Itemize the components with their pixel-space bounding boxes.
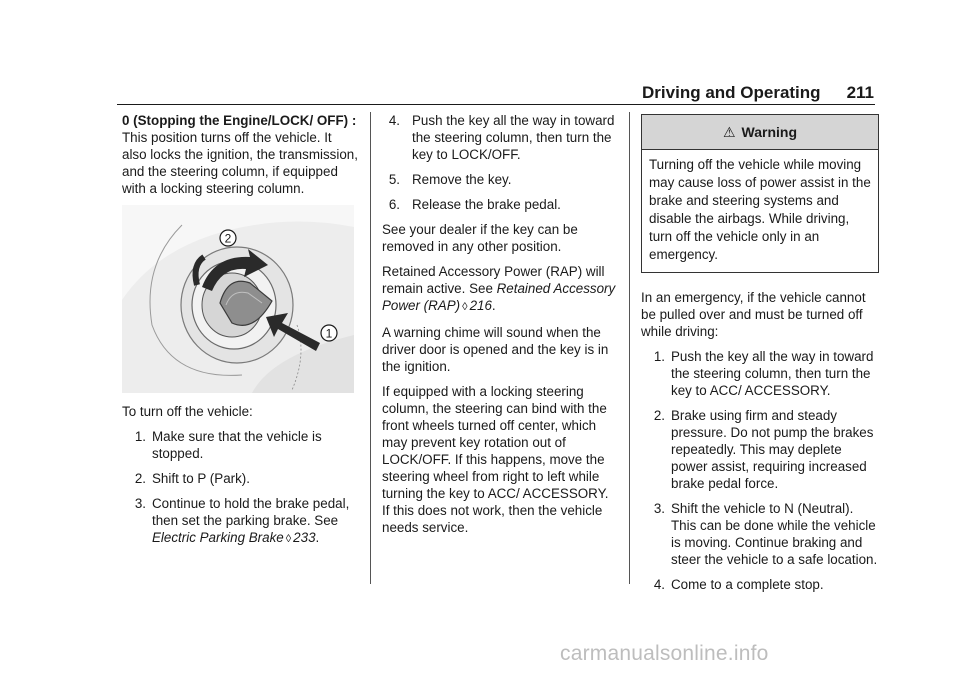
step-number: 2. [653,408,665,423]
warning-title: Warning [741,123,798,140]
warning-box [641,114,879,273]
step-text: Continue to hold the brake pedal, then set the parking brake. See [152,496,350,528]
turn-off-steps [122,428,358,548]
column-1 [122,112,358,556]
step-text: Remove the key. [412,172,512,187]
section-title: Driving and Operating [642,83,821,102]
list-item [641,348,879,399]
step-number: 6. [388,197,400,212]
list-item [641,407,879,492]
header-rule [117,104,875,105]
xref-icon: ◊ [462,301,468,313]
ignition-illustration [122,205,354,393]
step-text: Come to a complete stop. [671,577,824,592]
emergency-intro: In an emergency, if the vehicle cannot be pulled over and must be turned off while driving: [641,290,866,339]
page-header [0,84,874,101]
lock-off-text: This position turns off the vehicle. It also locks the ignition, the transmission, and the steering column, if equipped with a locking steering column. [122,130,358,196]
electric-parking-brake-link[interactable]: Electric Parking Brake [152,530,284,545]
turn-off-steps-continued [382,112,618,213]
list-item [382,112,618,163]
step-number: 5. [388,172,400,187]
callout-1: 1 [325,326,333,341]
step-number: 1. [653,349,665,364]
list-item [122,428,358,462]
step-number: 3. [134,496,146,511]
step-text: Shift the vehicle to N (Neutral). This can be done while the vehicle is moving. Continue braking and steer the vehicle to a safe location. [671,501,878,567]
step-number: 4. [653,577,665,592]
step-text: Shift to P (Park). [152,471,250,486]
list-item [122,470,358,487]
xref-icon: ◊ [285,533,292,545]
callout-2: 2 [224,231,232,246]
column-3 [641,112,879,601]
dealer-paragraph: See your dealer if the key can be removed in any other position. [382,222,578,254]
chime-paragraph: A warning chime will sound when the driver door is opened and the key is in the ignition. [382,325,609,374]
list-item [641,500,879,568]
column-divider-1 [370,112,371,584]
warning-icon: ⚠ [722,123,736,140]
step-number: 2. [134,471,146,486]
step-number: 1. [134,429,146,444]
turn-off-intro: To turn off the vehicle: [122,404,253,419]
list-item: 3. Continue to hold the brake pedal, then set the parking brake. See Electric Parking Brake ◊ 233. [122,495,358,548]
step-text: Push the key all the way in toward the steering column, then turn the key to LOCK/OFF. [412,113,615,162]
rap-link[interactable]: Retained Accessory Power (RAP) [382,281,616,313]
watermark: carmanualsonline.info [560,642,769,665]
list-item [382,196,618,213]
step-text: Make sure that the vehicle is stopped. [152,429,322,461]
steering-lock-paragraph: If equipped with a locking steering column, the steering can bind with the front wheels turned off center, which may prevent key rotation out of LOCK/OFF. If this happens, move the steering wheel from right to left while turning the key to ACC/ ACCESSORY. If this does not work, then the vehicle needs service. [382,384,609,535]
emergency-steps [641,348,879,593]
step-text: Release the brake pedal. [412,197,561,212]
page-number: 211 [846,83,874,102]
lock-off-heading: 0 (Stopping the Engine/LOCK/ OFF) : [122,113,357,128]
rap-paragraph: Retained Accessory Power (RAP) will remain active. See Retained Accessory Power (RAP) ◊ 216. [382,264,616,313]
page-ref[interactable]: 233 [293,530,316,545]
page-ref[interactable]: 216 [469,298,492,313]
step-text: Push the key all the way in toward the steering column, then turn the key to ACC/ ACCESSORY. [671,349,874,398]
warning-body: Turning off the vehicle while moving may cause loss of power assist in the brake and steering systems and disable the airbags. While driving, turn off the vehicle only in an emergency. [649,157,871,262]
column-2 [382,112,618,544]
list-item [382,171,618,188]
step-number: 3. [653,501,665,516]
step-text: Brake using firm and steady pressure. Do not pump the brakes repeatedly. This may deplete power assist, requiring increased brake pedal force. [671,408,874,491]
column-divider-2 [629,112,630,584]
ignition-key-figure [122,205,354,393]
lock-off-paragraph [122,112,358,197]
warning-header [642,115,878,150]
list-item [641,576,879,593]
step-number: 4. [388,113,400,128]
